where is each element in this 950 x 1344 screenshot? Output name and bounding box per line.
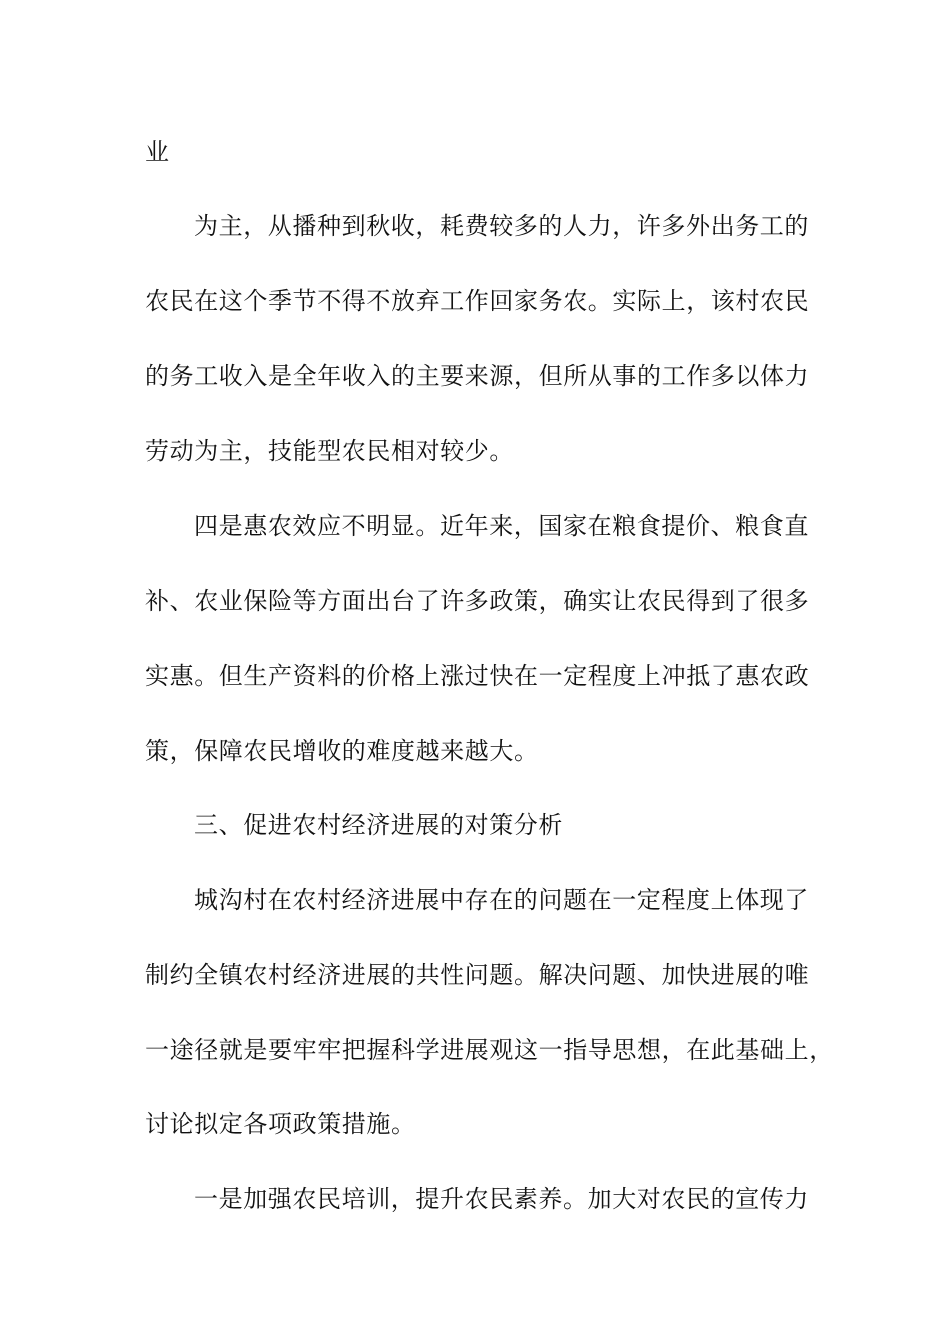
text-line-8: 实惠。但生产资料的价格上涨过快在一定程度上冲抵了惠农政	[145, 662, 810, 690]
text-line-7: 补、农业保险等方面出台了许多政策，确实让农民得到了很多	[145, 587, 810, 615]
text-line-1: 业	[145, 138, 170, 166]
text-line-15: 一是加强农民培训，提升农民素养。加大对农民的宣传力	[194, 1185, 809, 1213]
text-line-11: 城沟村在农村经济进展中存在的问题在一定程度上体现了	[194, 886, 809, 914]
text-line-3: 农民在这个季节不得不放弃工作回家务农。实际上，该村农民	[145, 287, 810, 315]
text-line-4: 的务工收入是全年收入的主要来源，但所从事的工作多以体力	[145, 362, 810, 390]
text-line-13: 一途径就是要牢牢把握科学进展观这一指导思想，在此基础上，	[145, 1036, 834, 1064]
section-heading: 三、促进农村经济进展的对策分析	[194, 811, 563, 839]
text-line-6: 四是惠农效应不明显。近年来，国家在粮食提价、粮食直	[194, 512, 809, 540]
text-line-14: 讨论拟定各项政策措施。	[145, 1110, 416, 1138]
text-line-5: 劳动为主，技能型农民相对较少。	[145, 437, 514, 465]
text-line-9: 策，保障农民增收的难度越来越大。	[145, 737, 539, 765]
text-line-12: 制约全镇农村经济进展的共性问题。解决问题、加快进展的唯	[145, 961, 810, 989]
text-line-2: 为主，从播种到秋收，耗费较多的人力，许多外出务工的	[194, 212, 809, 240]
